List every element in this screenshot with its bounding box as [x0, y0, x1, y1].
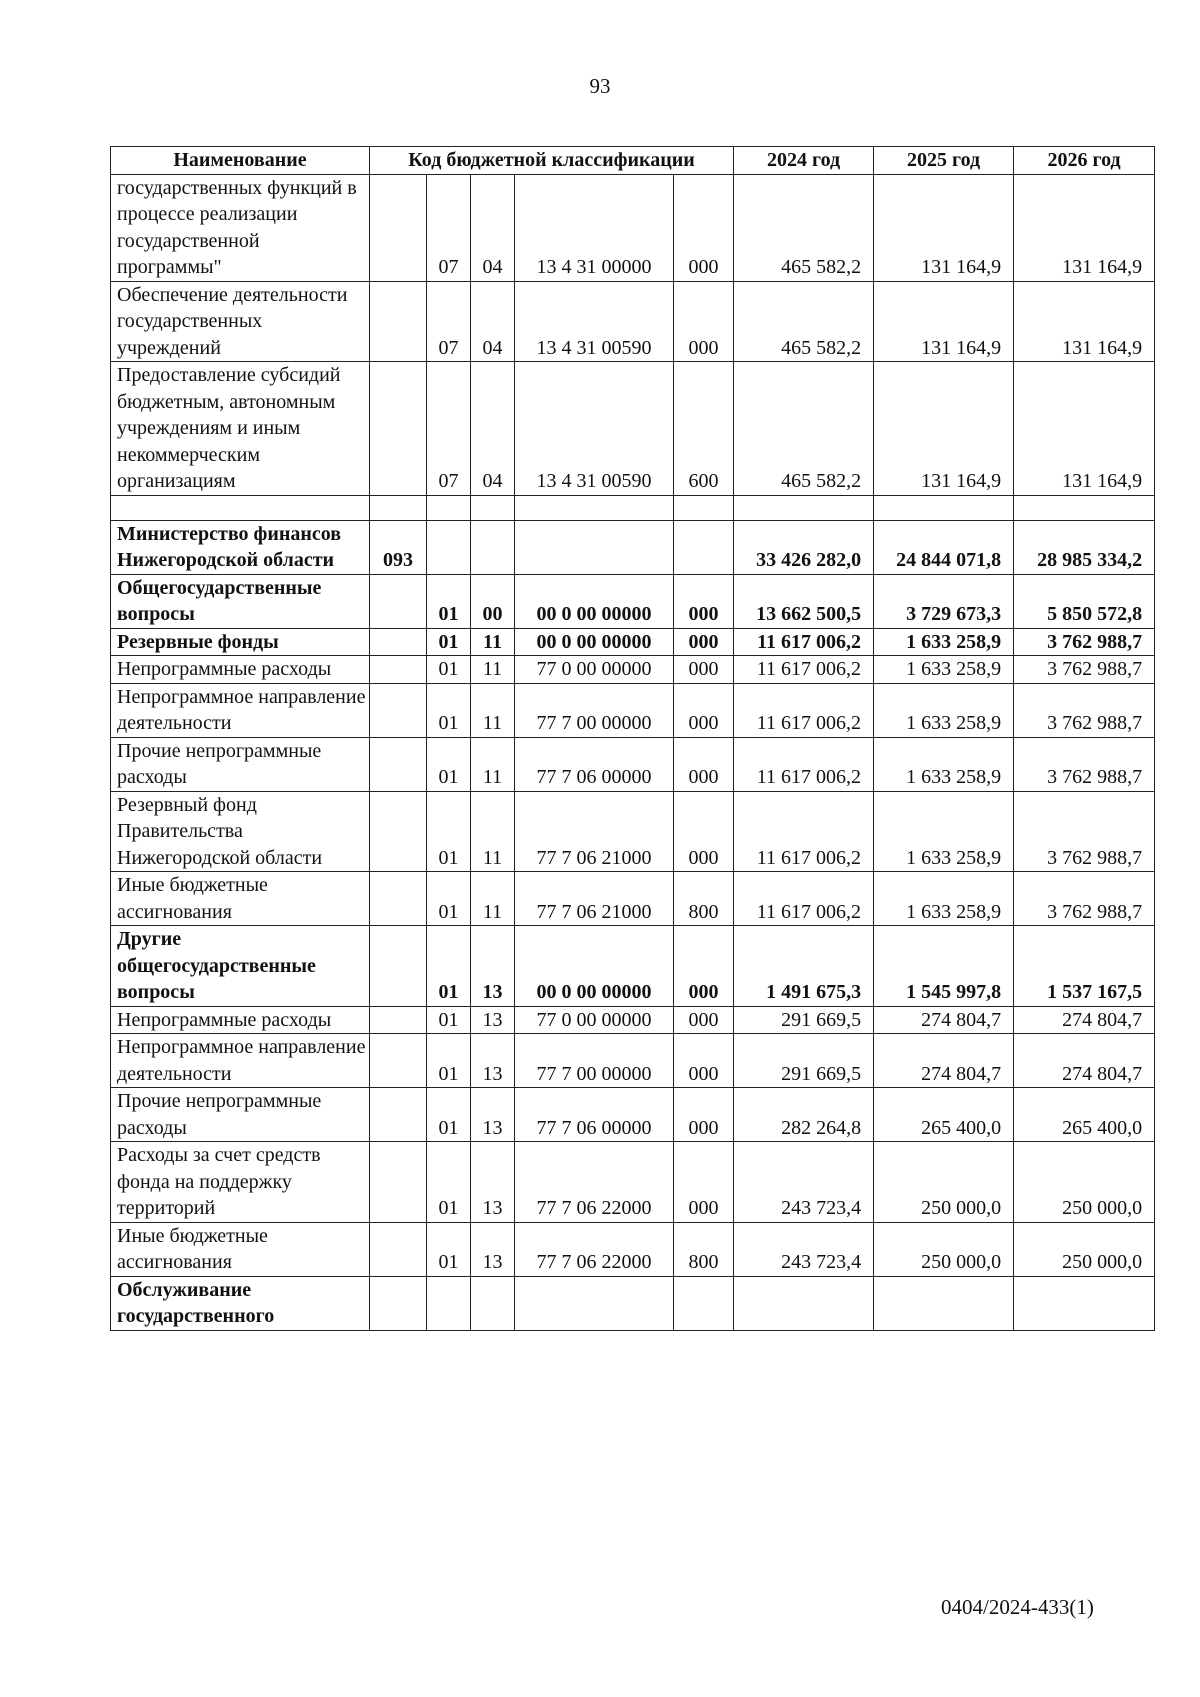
empty-cell	[1014, 495, 1155, 520]
cell-name: Непрограммное направление деятельности	[111, 1034, 370, 1088]
cell-rz: 01	[427, 1006, 471, 1034]
cell-2024: 465 582,2	[734, 174, 874, 281]
cell-rz: 07	[427, 362, 471, 496]
cell-2026: 265 400,0	[1014, 1088, 1155, 1142]
budget-table	[110, 146, 1155, 1331]
cell-pr: 13	[471, 1142, 515, 1223]
cell-grbs	[370, 872, 427, 926]
cell-csr: 77 7 06 21000	[515, 791, 674, 872]
cell-csr: 77 7 00 00000	[515, 683, 674, 737]
empty-cell	[515, 495, 674, 520]
cell-2025: 1 633 258,9	[874, 791, 1014, 872]
cell-pr: 13	[471, 1088, 515, 1142]
cell-rz	[427, 520, 471, 574]
cell-vr: 000	[674, 1142, 734, 1223]
cell-csr: 00 0 00 00000	[515, 628, 674, 656]
empty-cell	[471, 495, 515, 520]
cell-pr: 11	[471, 791, 515, 872]
cell-vr: 000	[674, 1088, 734, 1142]
cell-pr: 13	[471, 1006, 515, 1034]
cell-pr: 04	[471, 362, 515, 496]
cell-vr: 000	[674, 281, 734, 362]
cell-2026: 131 164,9	[1014, 174, 1155, 281]
cell-2025: 131 164,9	[874, 174, 1014, 281]
cell-2024	[734, 1276, 874, 1330]
cell-2024: 291 669,5	[734, 1006, 874, 1034]
table-row	[111, 1142, 1155, 1223]
cell-vr: 800	[674, 1222, 734, 1276]
header-name: Наименование	[111, 147, 370, 175]
cell-name: Обеспечение деятельности государственных учреждений	[111, 281, 370, 362]
table-row	[111, 1006, 1155, 1034]
cell-grbs	[370, 1006, 427, 1034]
table-row	[111, 174, 1155, 281]
cell-2026: 250 000,0	[1014, 1142, 1155, 1223]
cell-2025: 250 000,0	[874, 1222, 1014, 1276]
cell-pr: 11	[471, 656, 515, 684]
cell-grbs	[370, 737, 427, 791]
cell-2025: 1 633 258,9	[874, 683, 1014, 737]
cell-2024: 291 669,5	[734, 1034, 874, 1088]
cell-rz: 01	[427, 926, 471, 1007]
cell-2024: 13 662 500,5	[734, 574, 874, 628]
cell-rz: 01	[427, 791, 471, 872]
header-2024: 2024 год	[734, 147, 874, 175]
cell-rz: 07	[427, 281, 471, 362]
cell-csr: 13 4 31 00000	[515, 174, 674, 281]
cell-pr: 13	[471, 926, 515, 1007]
cell-csr: 13 4 31 00590	[515, 281, 674, 362]
cell-2025: 1 633 258,9	[874, 628, 1014, 656]
cell-name: Другие общегосударственные вопросы	[111, 926, 370, 1007]
cell-name: Резервный фонд Правительства Нижегородской области	[111, 791, 370, 872]
cell-2024: 465 582,2	[734, 281, 874, 362]
cell-pr	[471, 1276, 515, 1330]
cell-2026: 3 762 988,7	[1014, 628, 1155, 656]
spacer-row	[111, 495, 1155, 520]
empty-cell	[427, 495, 471, 520]
cell-name: Прочие непрограммные расходы	[111, 737, 370, 791]
cell-pr: 11	[471, 872, 515, 926]
cell-2024: 11 617 006,2	[734, 791, 874, 872]
cell-csr: 77 7 06 00000	[515, 737, 674, 791]
cell-vr: 600	[674, 362, 734, 496]
cell-2025: 3 729 673,3	[874, 574, 1014, 628]
table-row	[111, 1276, 1155, 1330]
cell-csr: 77 7 06 21000	[515, 872, 674, 926]
cell-grbs	[370, 926, 427, 1007]
cell-2026: 274 804,7	[1014, 1006, 1155, 1034]
cell-pr: 00	[471, 574, 515, 628]
cell-grbs	[370, 1088, 427, 1142]
empty-cell	[874, 495, 1014, 520]
cell-2026: 131 164,9	[1014, 281, 1155, 362]
cell-pr	[471, 520, 515, 574]
cell-2024: 11 617 006,2	[734, 737, 874, 791]
cell-name: Иные бюджетные ассигнования	[111, 1222, 370, 1276]
cell-grbs	[370, 174, 427, 281]
cell-csr: 77 7 06 22000	[515, 1222, 674, 1276]
cell-csr: 77 7 00 00000	[515, 1034, 674, 1088]
table-row	[111, 520, 1155, 574]
cell-2024: 282 264,8	[734, 1088, 874, 1142]
header-row	[111, 147, 1155, 175]
cell-2025: 131 164,9	[874, 362, 1014, 496]
page-number: 93	[589, 74, 611, 98]
cell-2025: 265 400,0	[874, 1088, 1014, 1142]
cell-2026: 3 762 988,7	[1014, 872, 1155, 926]
cell-rz: 01	[427, 1034, 471, 1088]
cell-pr: 04	[471, 174, 515, 281]
cell-2024: 243 723,4	[734, 1222, 874, 1276]
cell-2026	[1014, 1276, 1155, 1330]
cell-csr	[515, 1276, 674, 1330]
cell-csr: 00 0 00 00000	[515, 926, 674, 1007]
cell-2025: 1 545 997,8	[874, 926, 1014, 1007]
cell-rz: 01	[427, 1088, 471, 1142]
cell-2025: 131 164,9	[874, 281, 1014, 362]
cell-2024: 11 617 006,2	[734, 683, 874, 737]
cell-pr: 04	[471, 281, 515, 362]
cell-grbs	[370, 683, 427, 737]
empty-cell	[111, 495, 370, 520]
cell-vr: 000	[674, 737, 734, 791]
table-row	[111, 656, 1155, 684]
cell-pr: 13	[471, 1034, 515, 1088]
cell-2026: 250 000,0	[1014, 1222, 1155, 1276]
cell-2026: 1 537 167,5	[1014, 926, 1155, 1007]
cell-2024: 11 617 006,2	[734, 628, 874, 656]
cell-2026: 274 804,7	[1014, 1034, 1155, 1088]
cell-2025	[874, 1276, 1014, 1330]
document-code: 0404/2024-433(1)	[941, 1595, 1094, 1619]
cell-csr: 00 0 00 00000	[515, 574, 674, 628]
table-row	[111, 362, 1155, 496]
cell-vr: 000	[674, 1034, 734, 1088]
cell-rz: 01	[427, 1142, 471, 1223]
cell-name: Резервные фонды	[111, 628, 370, 656]
cell-2025: 250 000,0	[874, 1142, 1014, 1223]
cell-grbs	[370, 1034, 427, 1088]
cell-vr: 800	[674, 872, 734, 926]
cell-vr: 000	[674, 926, 734, 1007]
cell-name: Обслуживание государственного	[111, 1276, 370, 1330]
cell-rz: 01	[427, 737, 471, 791]
cell-2026: 3 762 988,7	[1014, 791, 1155, 872]
table-row	[111, 926, 1155, 1007]
cell-grbs	[370, 281, 427, 362]
cell-2026: 3 762 988,7	[1014, 656, 1155, 684]
cell-grbs	[370, 791, 427, 872]
cell-vr: 000	[674, 628, 734, 656]
cell-grbs	[370, 1276, 427, 1330]
cell-vr	[674, 520, 734, 574]
cell-2026: 28 985 334,2	[1014, 520, 1155, 574]
cell-vr: 000	[674, 791, 734, 872]
cell-grbs: 093	[370, 520, 427, 574]
cell-vr: 000	[674, 574, 734, 628]
cell-vr: 000	[674, 174, 734, 281]
cell-name: Прочие непрограммные расходы	[111, 1088, 370, 1142]
cell-2024: 11 617 006,2	[734, 656, 874, 684]
cell-2026: 3 762 988,7	[1014, 737, 1155, 791]
cell-2026: 131 164,9	[1014, 362, 1155, 496]
cell-2025: 1 633 258,9	[874, 656, 1014, 684]
cell-2026: 3 762 988,7	[1014, 683, 1155, 737]
cell-csr: 77 0 00 00000	[515, 656, 674, 684]
table-row	[111, 872, 1155, 926]
table-row	[111, 683, 1155, 737]
cell-2026: 5 850 572,8	[1014, 574, 1155, 628]
cell-2024: 465 582,2	[734, 362, 874, 496]
cell-rz: 01	[427, 574, 471, 628]
cell-name: Иные бюджетные ассигнования	[111, 872, 370, 926]
cell-name: Непрограммные расходы	[111, 1006, 370, 1034]
cell-2024: 1 491 675,3	[734, 926, 874, 1007]
cell-csr: 77 7 06 22000	[515, 1142, 674, 1223]
cell-2025: 24 844 071,8	[874, 520, 1014, 574]
cell-csr: 77 0 00 00000	[515, 1006, 674, 1034]
table-row	[111, 628, 1155, 656]
cell-rz: 07	[427, 174, 471, 281]
table-row	[111, 1034, 1155, 1088]
empty-cell	[734, 495, 874, 520]
cell-name: Непрограммное направление деятельности	[111, 683, 370, 737]
cell-vr: 000	[674, 683, 734, 737]
cell-grbs	[370, 574, 427, 628]
header-code: Код бюджетной классификации	[370, 147, 734, 175]
cell-2025: 274 804,7	[874, 1006, 1014, 1034]
cell-name: Министерство финансов Нижегородской области	[111, 520, 370, 574]
budget-table-body	[111, 174, 1155, 1330]
cell-rz: 01	[427, 683, 471, 737]
table-row	[111, 1222, 1155, 1276]
cell-2024: 33 426 282,0	[734, 520, 874, 574]
cell-grbs	[370, 656, 427, 684]
cell-vr: 000	[674, 1006, 734, 1034]
header-2026: 2026 год	[1014, 147, 1155, 175]
cell-grbs	[370, 362, 427, 496]
cell-name: Предоставление субсидий бюджетным, автономным учреждениям и иным некоммерческим организациям	[111, 362, 370, 496]
table-row	[111, 281, 1155, 362]
cell-pr: 11	[471, 737, 515, 791]
cell-rz: 01	[427, 628, 471, 656]
cell-name: Общегосударственные вопросы	[111, 574, 370, 628]
cell-csr	[515, 520, 674, 574]
cell-rz: 01	[427, 872, 471, 926]
cell-2025: 274 804,7	[874, 1034, 1014, 1088]
cell-2024: 243 723,4	[734, 1142, 874, 1223]
cell-grbs	[370, 1142, 427, 1223]
cell-rz	[427, 1276, 471, 1330]
cell-pr: 13	[471, 1222, 515, 1276]
cell-rz: 01	[427, 1222, 471, 1276]
cell-rz: 01	[427, 656, 471, 684]
table-row	[111, 737, 1155, 791]
cell-2025: 1 633 258,9	[874, 737, 1014, 791]
empty-cell	[674, 495, 734, 520]
empty-cell	[370, 495, 427, 520]
cell-name: Расходы за счет средств фонда на поддержку территорий	[111, 1142, 370, 1223]
cell-2025: 1 633 258,9	[874, 872, 1014, 926]
cell-csr: 77 7 06 00000	[515, 1088, 674, 1142]
cell-csr: 13 4 31 00590	[515, 362, 674, 496]
cell-name: государственных функций в процессе реализации государственной программы"	[111, 174, 370, 281]
cell-grbs	[370, 1222, 427, 1276]
table-row	[111, 791, 1155, 872]
header-2025: 2025 год	[874, 147, 1014, 175]
cell-vr	[674, 1276, 734, 1330]
cell-pr: 11	[471, 683, 515, 737]
cell-2024: 11 617 006,2	[734, 872, 874, 926]
table-row	[111, 574, 1155, 628]
cell-name: Непрограммные расходы	[111, 656, 370, 684]
cell-vr: 000	[674, 656, 734, 684]
table-row	[111, 1088, 1155, 1142]
cell-pr: 11	[471, 628, 515, 656]
cell-grbs	[370, 628, 427, 656]
